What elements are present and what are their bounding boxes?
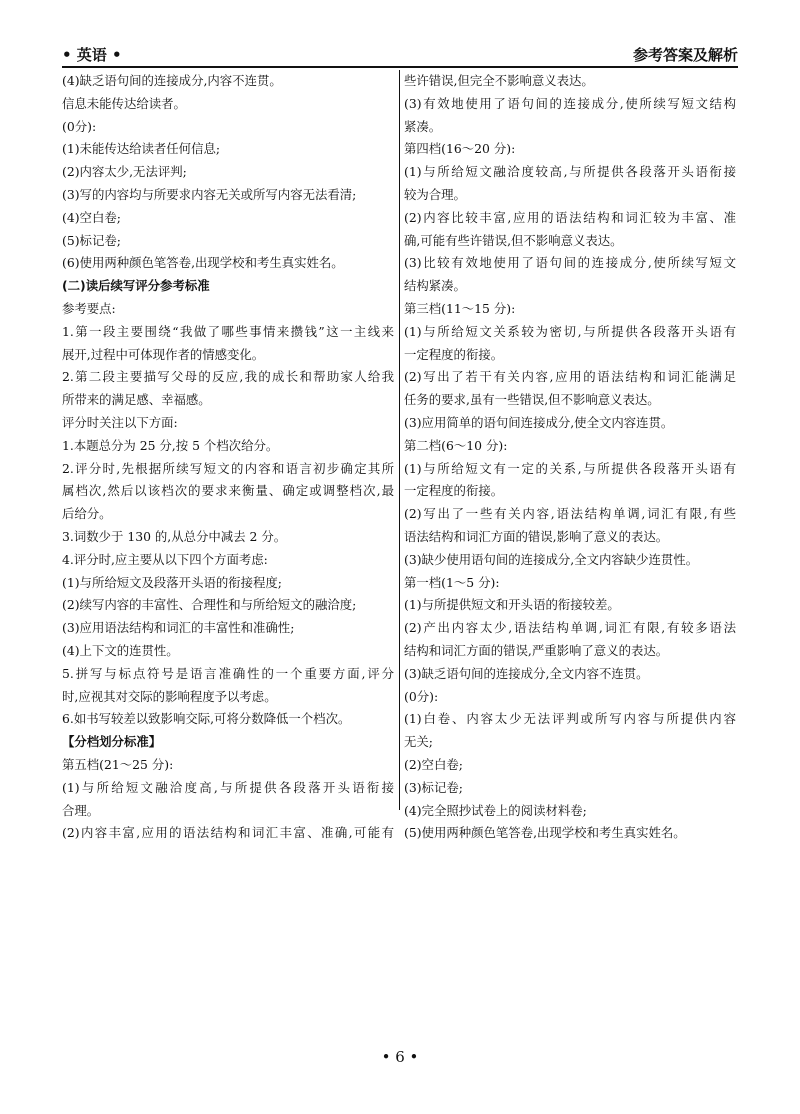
right-column-text-line: (2)写出了若干有关内容,应用的语法结构和词汇能满足 bbox=[404, 369, 736, 385]
right-column-text-line: (5)使用两种颜色笔答卷,出现学校和考生真实姓名。 bbox=[404, 825, 686, 841]
left-column-text-line: (二)读后续写评分参考标准 bbox=[62, 278, 210, 294]
left-column-text-line: 2.评分时,先根据所续写短文的内容和语言初步确定其所 bbox=[62, 460, 394, 476]
right-column-text-line: (1)与所给短文融洽度较高,与所提供各段落开头语衔接 bbox=[404, 164, 736, 180]
right-column bbox=[404, 70, 736, 845]
right-column-text-line: (2)产出内容太少,语法结构单调,词汇有限,有较多语法 bbox=[404, 620, 736, 636]
left-column-text-line: 展开,过程中可体现作者的情感变化。 bbox=[62, 346, 265, 362]
left-column-text-line: 6.如书写较差以致影响交际,可将分数降低一个档次。 bbox=[62, 711, 351, 727]
right-column-text-line: (3)有效地使用了语句间的连接成分,使所续写短文结构 bbox=[404, 95, 736, 111]
right-column-text-line: (2)空白卷; bbox=[404, 756, 463, 772]
column-divider bbox=[399, 70, 400, 810]
left-column-text-line: 参考要点: bbox=[62, 300, 116, 316]
right-column-text-line: (3)标记卷; bbox=[404, 779, 463, 795]
left-column-text-line: 2.第二段主要描写父母的反应,我的成长和帮助家人给我 bbox=[62, 369, 394, 385]
left-column-text-line: (5)标记卷; bbox=[62, 232, 121, 248]
left-column-text-line: 1.第一段主要围绕“我做了哪些事情来攒钱”这一主线来 bbox=[62, 323, 394, 339]
left-column-text-line: (4)缺乏语句间的连接成分,内容不连贯。 bbox=[62, 73, 282, 88]
right-column-text-line: 第三档(11～15 分): bbox=[404, 300, 516, 316]
right-column-text-line: 结构紧凑。 bbox=[404, 278, 466, 294]
left-column-text-line: 评分时关注以下方面: bbox=[62, 414, 178, 430]
right-column-text-line: (2)内容比较丰富,应用的语法结构和词汇较为丰富、准 bbox=[404, 209, 736, 225]
right-column-text-line: (3)缺少使用语句间的连接成分,全文内容缺少连贯性。 bbox=[404, 551, 699, 567]
right-column-text-line: (1)与所提供短文和开头语的衔接较差。 bbox=[404, 597, 620, 613]
left-column-text-line: 合理。 bbox=[62, 802, 100, 818]
left-column-text-line: (4)上下文的连贯性。 bbox=[62, 642, 179, 658]
right-column-text-line: 第二档(6～10 分): bbox=[404, 437, 508, 453]
left-column-text-line: (0分): bbox=[62, 118, 97, 134]
right-column-text-line: 一定程度的衔接。 bbox=[404, 483, 504, 499]
right-column-text-line: 一定程度的衔接。 bbox=[404, 346, 504, 362]
right-column-text-line: 无关; bbox=[404, 734, 433, 750]
left-column-text-line: (1)与所给短文融洽度高,与所提供各段落开头语衔接 bbox=[62, 779, 394, 795]
subject-label: • 英语 • bbox=[62, 46, 122, 64]
left-column-text-line: 3.词数少于 130 的,从总分中减去 2 分。 bbox=[62, 528, 287, 544]
right-column-text-line: 确,可能有些许错误,但不影响意义表达。 bbox=[404, 232, 623, 248]
left-column-text-line: (2)内容太少,无法评判; bbox=[62, 164, 187, 180]
left-column-text-line: 后给分。 bbox=[62, 506, 112, 522]
page-header bbox=[62, 40, 738, 68]
section-title: 参考答案及解析 bbox=[632, 46, 738, 64]
right-column-text-line: 语法结构和词汇方面的错误,影响了意义的表达。 bbox=[404, 528, 669, 544]
left-column-text-line: 4.评分时,应主要从以下四个方面考虑: bbox=[62, 551, 268, 567]
right-column-text-line: (0分): bbox=[404, 688, 439, 704]
left-column-text-line: 1.本题总分为 25 分,按 5 个档次给分。 bbox=[62, 437, 279, 453]
left-column-text-line: 所带来的满足感、幸福感。 bbox=[62, 392, 211, 408]
right-column-text-line: (3)比较有效地使用了语句间的连接成分,使所续写短文 bbox=[404, 255, 736, 271]
left-column-text-line: (4)空白卷; bbox=[62, 209, 121, 225]
page-number: • 6 • bbox=[381, 1048, 419, 1066]
left-column-text-line: (1)与所给短文及段落开头语的衔接程度; bbox=[62, 574, 282, 590]
right-column-text-line: (1)与所给短文关系较为密切,与所提供各段落开头语有 bbox=[404, 323, 736, 339]
left-column-text-line: (6)使用两种颜色笔答卷,出现学校和考生真实姓名。 bbox=[62, 255, 344, 271]
left-column-text-line: (3)写的内容均与所要求内容无关或所写内容无法看清; bbox=[62, 186, 357, 202]
right-column-text-line: (3)缺乏语句间的连接成分,全文内容不连贯。 bbox=[404, 665, 649, 681]
left-column-text-line: (2)续写内容的丰富性、合理性和与所给短文的融洽度; bbox=[62, 597, 357, 613]
right-column-text-line: 任务的要求,虽有一些错误,但不影响意义表达。 bbox=[404, 392, 660, 408]
left-column-text-line: 属档次,然后以该档次的要求来衡量、确定或调整档次,最 bbox=[62, 483, 394, 499]
left-column bbox=[62, 70, 394, 845]
right-column-text-line: 第一档(1～5 分): bbox=[404, 574, 500, 590]
left-column-text-line: 【分档划分标准】 bbox=[62, 734, 162, 750]
right-column-text-line: 紧凑。 bbox=[404, 118, 442, 134]
right-column-text-line: 些许错误,但完全不影响意义表达。 bbox=[404, 73, 594, 88]
right-column-text-line: (4)完全照抄试卷上的阅读材料卷; bbox=[404, 802, 587, 818]
left-column-text-line: 第五档(21～25 分): bbox=[62, 756, 174, 772]
right-column-text-line: 结构和词汇方面的错误,严重影响了意义的表达。 bbox=[404, 642, 669, 658]
right-column-text-line: 较为合理。 bbox=[404, 186, 466, 202]
right-column-text-line: (2)写出了一些有关内容,语法结构单调,词汇有限,有些 bbox=[404, 506, 736, 522]
left-column-text-line: 时,应视其对交际的影响程度予以考虑。 bbox=[62, 688, 277, 704]
left-column-text-line: (1)未能传达给读者任何信息; bbox=[62, 141, 221, 157]
left-column-text-line: 信息未能传达给读者。 bbox=[62, 95, 186, 111]
right-column-text-line: (1)与所给短文有一定的关系,与所提供各段落开头语有 bbox=[404, 460, 736, 476]
right-column-text-line: 第四档(16～20 分): bbox=[404, 141, 516, 157]
right-column-text-line: (3)应用简单的语句间连接成分,使全文内容连贯。 bbox=[404, 414, 674, 430]
left-column-text-line: 5.拼写与标点符号是语言准确性的一个重要方面,评分 bbox=[62, 665, 394, 681]
right-column-text-line: (1)白卷、内容太少无法评判或所写内容与所提供内容 bbox=[404, 711, 736, 727]
left-column-text-line: (2)内容丰富,应用的语法结构和词汇丰富、准确,可能有 bbox=[62, 825, 394, 841]
left-column-text-line: (3)应用语法结构和词汇的丰富性和准确性; bbox=[62, 620, 295, 636]
